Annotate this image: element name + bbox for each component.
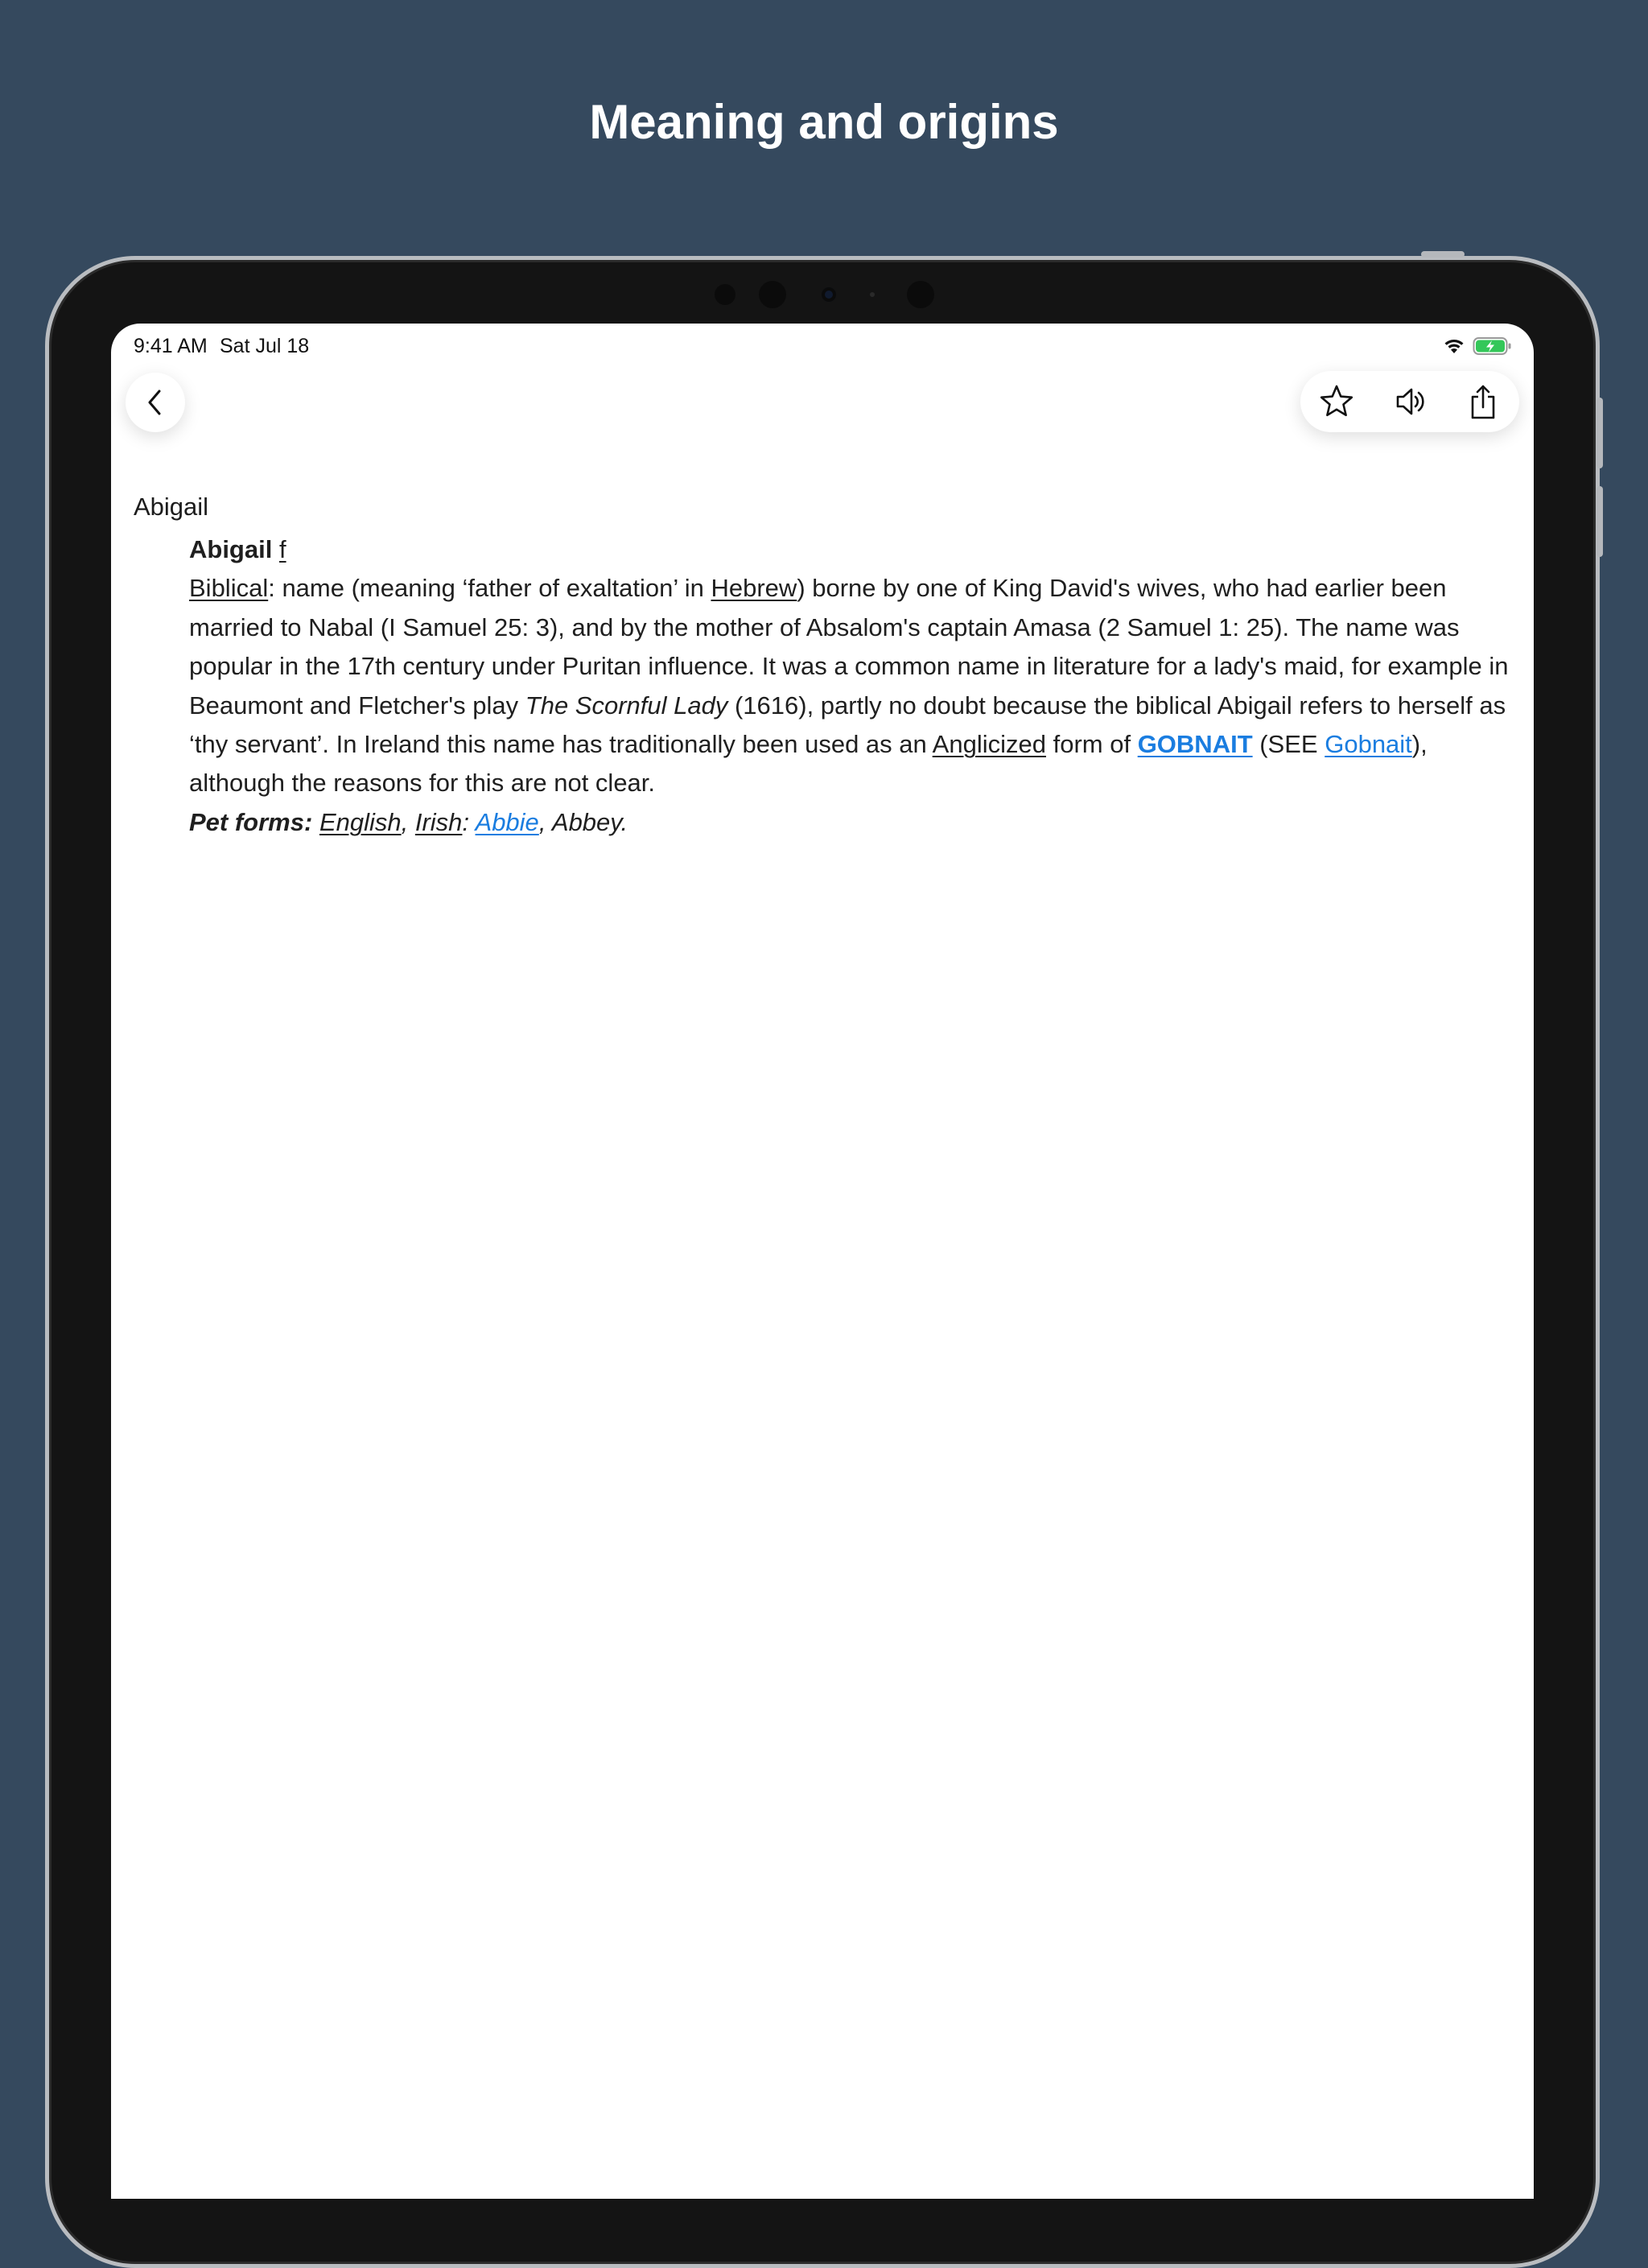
page-headline: Meaning and origins <box>589 95 1059 149</box>
status-bar <box>134 335 1513 362</box>
anglicized-link[interactable]: Anglicized <box>932 730 1046 759</box>
gobnait-see-link[interactable]: Gobnait <box>1325 730 1412 759</box>
abbie-link[interactable]: Abbie <box>475 807 539 836</box>
battery-charging-icon <box>1473 336 1513 356</box>
definition-paragraph <box>189 569 1525 802</box>
irish-link[interactable]: Irish <box>414 807 463 836</box>
status-indicators <box>1442 336 1513 356</box>
sensor <box>907 281 934 308</box>
speaker-icon <box>1391 382 1430 421</box>
wifi-icon <box>1442 337 1466 355</box>
play-title: The Scornful Lady <box>525 691 728 720</box>
english-link[interactable]: English <box>319 807 402 836</box>
share-button[interactable] <box>1447 371 1519 432</box>
pronounce-button[interactable] <box>1374 371 1447 432</box>
biblical-link[interactable]: Biblical <box>189 574 269 603</box>
gobnait-crossref-link[interactable]: GOBNAIT <box>1137 730 1253 759</box>
sensor <box>870 292 875 297</box>
sensor <box>715 284 735 305</box>
entry-toolbar <box>1300 371 1519 432</box>
headword: Abigail <box>189 535 273 563</box>
front-camera <box>822 287 836 302</box>
definition-text: ) borne by one of King David's wives, who had earlier been married to Nabal (I Samuel 25: 3), and by the mother of Absalom's captain Amasa (2 Samuel 1: 25). The name was popular in the 17th century under Puritan influence. It was a common name in literature for a lady's maid, for example in Beaumont and Fletcher's play <box>189 574 1509 720</box>
volume-down-button <box>1596 486 1603 557</box>
status-date: Sat Jul 18 <box>220 335 310 357</box>
volume-up-button <box>1596 398 1603 468</box>
hebrew-link[interactable]: Hebrew <box>711 574 797 603</box>
share-icon <box>1464 382 1502 421</box>
gender-abbreviation-link[interactable]: f <box>278 535 286 563</box>
definition-text: (SEE <box>1252 730 1325 759</box>
separator: . <box>620 807 628 836</box>
entry-headline <box>189 530 1525 569</box>
separator: , <box>401 807 415 836</box>
pet-forms-label: Pet forms: <box>189 807 313 836</box>
pet-form-abbey: Abbey <box>551 807 621 836</box>
definition-text: (1616), partly no doubt because the biblical Abigail refers to herself as ‘thy servant’. In Ireland this name has traditionally been used as an <box>189 691 1506 759</box>
definition-text: : name (meaning ‘father of exaltation’ in <box>268 574 711 603</box>
back-button[interactable] <box>126 373 185 432</box>
favorite-button[interactable] <box>1300 371 1373 432</box>
separator: , <box>538 807 552 836</box>
pet-forms-line <box>189 803 1525 842</box>
definition-text: form of <box>1045 730 1138 759</box>
definition-text: ), although the reasons for this are not clear. <box>189 730 1428 798</box>
sensor <box>759 281 786 308</box>
entry-definition <box>189 530 1525 842</box>
app-screen <box>111 324 1534 2199</box>
top-button <box>1421 251 1465 258</box>
chevron-left-icon <box>146 388 165 417</box>
separator: : <box>462 807 476 836</box>
entry-word: Abigail <box>134 493 209 521</box>
star-icon <box>1317 382 1356 421</box>
status-time: 9:41 AM <box>134 335 208 357</box>
